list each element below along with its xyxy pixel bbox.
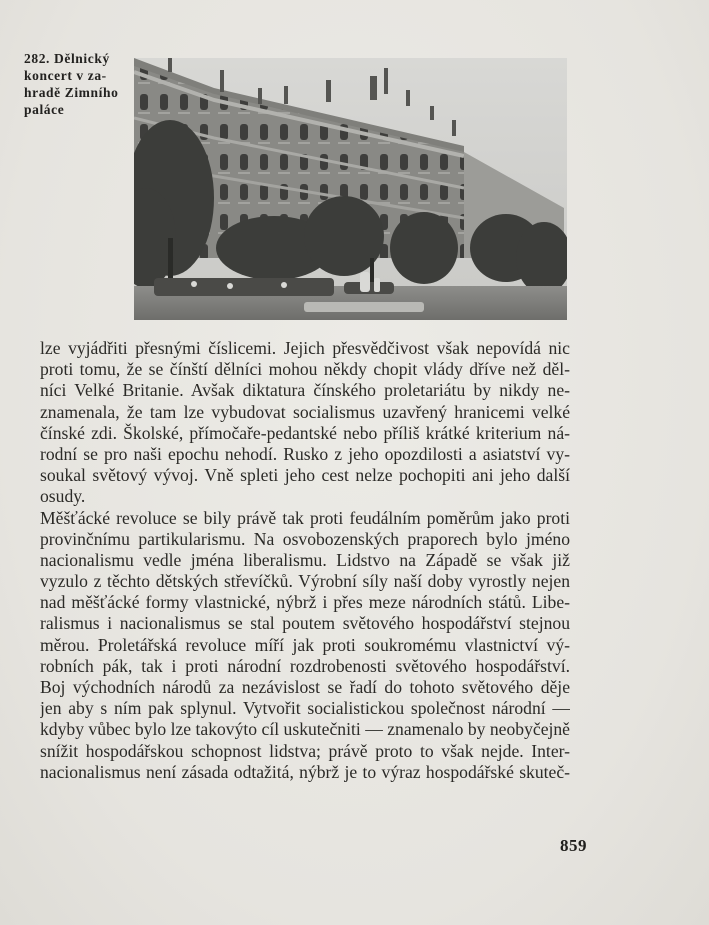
text-line: jen aby s ním pak splynul. Vytvořit socialistickou společnost národní — (40, 698, 570, 719)
text-line: robních pák, tak i proti národní rozdrobenosti světového hospodářství. (40, 655, 570, 676)
text-line: provinčnímu partikularismu. Na osvobozenských praporech bylo jméno (40, 528, 570, 549)
text-line: nad měšťácké formy vlastnické, nýbrž i přes meze národních států. Libe- (40, 592, 570, 613)
winter-palace-photo (134, 58, 567, 320)
text-line: lze vyjádřiti přesnými číslicemi. Jejich přesvědčivost však nepovídá nic (40, 338, 570, 358)
text-line: snížit hospodářskou schopnost lidstva; právě proto to však nejde. Inter- (40, 740, 570, 761)
text-line: znamenala, že tam lze vybudovat socialismus uzavřený hranicemi velké (40, 401, 570, 422)
photo-caption (24, 50, 136, 118)
text-line: nacionalismu vedle jména liberalismu. Lidstvo na Západě se však již (40, 549, 570, 570)
caption-line: koncert v za- (24, 68, 107, 83)
article-text (40, 338, 570, 783)
caption-line: hradě Zimního (24, 85, 119, 100)
text-line: nacionalismus není zásada odtažitá, nýbrž je to výraz hospodářské skuteč- (40, 761, 570, 782)
text-line: Boj východních národů za nezávislost se řadí do tohoto světového děje (40, 677, 570, 697)
text-line: rodní se pro naši epochu nehodí. Rusko z jeho opozdilosti a asiatství vy- (40, 443, 570, 464)
text-line: osudy. (40, 486, 86, 507)
caption-line: paláce (24, 102, 65, 117)
text-line: kdyby vůbec bylo lze takovýto cíl uskutečniti — znamenalo by neobyčejně (40, 719, 570, 740)
text-line: níci Velké Britanie. Avšak diktatura čínského proletariátu by nikdy ne- (40, 380, 570, 401)
photo-illustration (134, 58, 567, 320)
text-line: vyzulo z těchto dětských střevíčků. Výrobní síly naší doby vyrostly nejen (40, 571, 570, 592)
text-line: Měšťácké revoluce se bily právě tak proti feudálním poměrům jako proti (40, 507, 570, 528)
caption-line: 282. Dělnický (24, 51, 110, 66)
text-line: měrou. Proletářská revoluce míří jak proti soukromému vlastnictví vý- (40, 634, 570, 655)
text-line: čínské zdi. Školské, přímočaře-pedantské nebo příliš krátké kriterium ná- (40, 422, 570, 443)
text-line: proti tomu, že se čínští dělníci mohou někdy chopit vlády dříve než děl- (40, 359, 570, 380)
page-number: 859 (560, 836, 587, 855)
text-line: soukal světový vývoj. Vně spleti jeho cest nelze pochopiti ani jeho další (40, 465, 570, 486)
text-line: ralismus i nacionalismus se stal poutem světového hospodářství stejnou (40, 613, 570, 634)
